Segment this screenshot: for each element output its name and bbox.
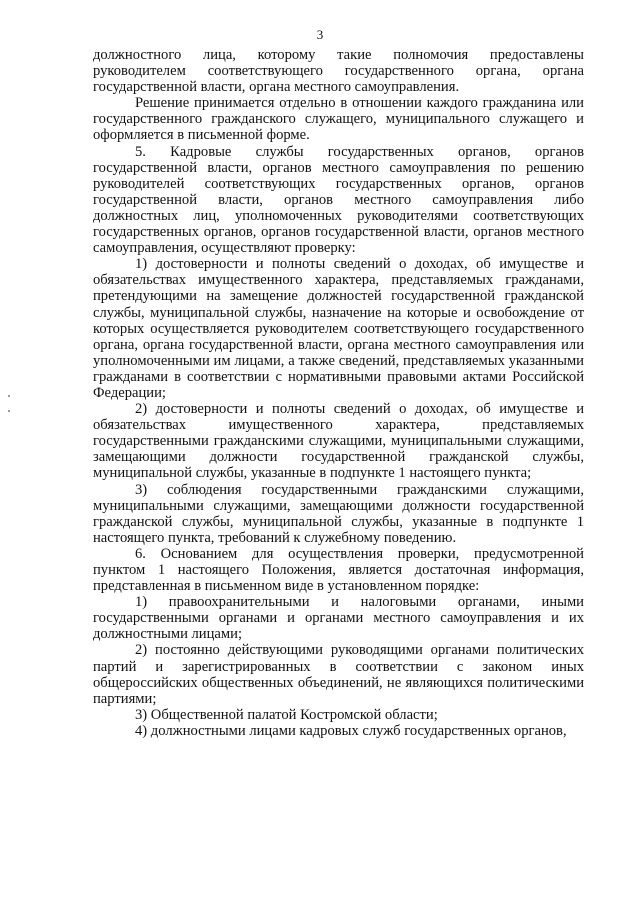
paragraph-item-6-3: 3) Общественной палатой Костромской области; — [135, 706, 438, 723]
paragraph-decision: Решение принимается отдельно в отношении каждого гражданина или государственного гражданского служащего, муниципального служащего и оформляется в письменной форме. — [93, 95, 584, 144]
paragraph-item-6: 6. Основанием для осуществления проверки, предусмотренной пунктом 1 настоящего Положения, является достаточная информация, представленная в письменном виде в установленном порядке: — [93, 545, 584, 595]
paragraph-item-6-1: 1) правоохранительными и налоговыми органами, иными государственными органами и органами местного самоуправления и их должностными лицами; — [93, 594, 584, 643]
document-body — [93, 47, 584, 739]
paragraph-item-5-3: 3) соблюдения государственными гражданскими служащими, муниципальными служащими, замещающими должности государственной гражданской службы, муниципальной службы, указанные в подпункте 1 настоящего пункта, требований к служебному поведению. — [93, 481, 584, 546]
paragraph-item-5-2: 2) достоверности и полноты сведений о доходах, об имуществе и обязательствах имущественного характера, представляемых государственными гражданскими служащими, муниципальными служащими, замещающими должности государственной гражданской службы, муниципальной службы, указанные в подпункте 1 настоящего пункта; — [93, 401, 584, 482]
scan-speck — [8, 395, 10, 397]
paragraph-item-6-4: 4) должностными лицами кадровых служб государственных органов, — [135, 722, 567, 739]
paragraph-item-5: 5. Кадровые службы государственных органов, органов государственной власти, органов местного самоуправления по решению руководителей соответствующих государственных органов, органов государственной власти, органов местного самоуправления либо должностных лиц, уполномоченных руководителями соответствующих государственных органов, органов государственной власти, органов местного самоуправления, осуществляют проверку: — [93, 143, 584, 257]
scan-speck — [8, 410, 10, 412]
paragraph-item-5-1: 1) достоверности и полноты сведений о доходах, об имуществе и обязательствах имущественного характера, представляемых гражданами, претендующими на замещение должностей государственной гражданской службы, муниципальной службы, назначение на которые и освобождение от которых осуществляется руководителем соответствующего государственного органа, органа государственной власти, органа местного самоуправления или уполномоченными им лицами, а также сведений, представляемых указанными гражданами в соответствии с нормативными правовыми актами Российской Федерации; — [93, 256, 584, 401]
paragraph-continuation: должностного лица, которому такие полномочия предоставлены руководителем соответствующего государственного органа, органа государственной власти, органа местного самоуправления. — [93, 47, 584, 96]
page-number: 3 — [316, 27, 324, 42]
paragraph-item-6-2: 2) постоянно действующими руководящими органами политических партий и зарегистрированных в соответствии с законом иных общероссийских общественных объединений, не являющихся политическими партиями; — [93, 642, 584, 707]
